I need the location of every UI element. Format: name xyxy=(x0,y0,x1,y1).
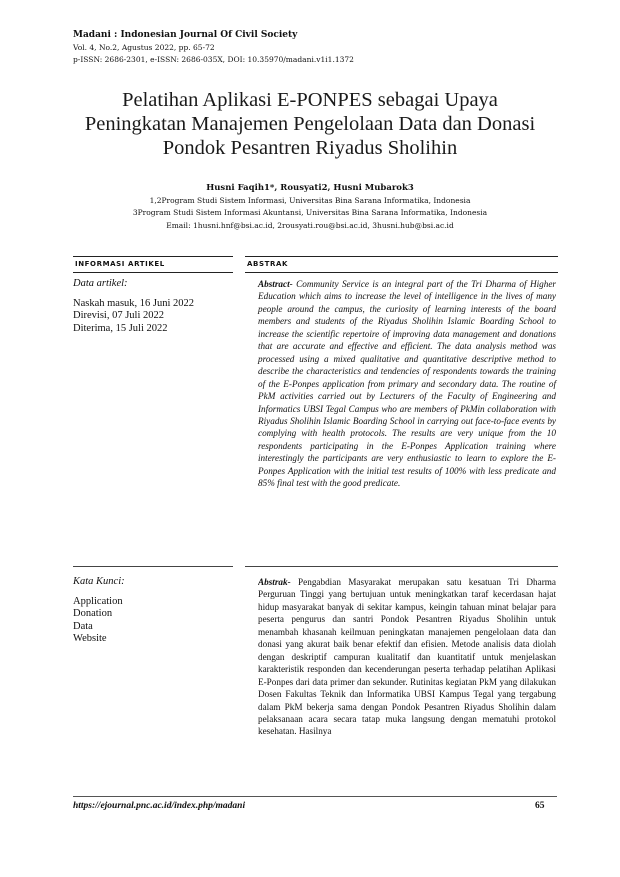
article-info-header xyxy=(73,256,233,273)
author-names: Husni Faqih1*, Rousyati2, Husni Mubarok3 xyxy=(206,183,414,193)
title-line-2: Peningkatan Manajemen Pengelolaan Data dan Donasi xyxy=(84,113,536,135)
journal-header xyxy=(73,29,553,67)
journal-name: Madani : Indonesian Journal Of Civil Society xyxy=(73,30,298,40)
received-date: Naskah masuk, 16 Juni 2022 xyxy=(73,297,195,309)
keywords-block xyxy=(73,576,238,646)
volume-line: Vol. 4, No.2, Agustus 2022, pp. 65-72 xyxy=(73,42,215,52)
affiliation-2: 3Program Studi Sistem Informasi Akuntansi, Universitas Bina Sarana Informatika, Indonesia xyxy=(132,208,488,217)
keyword-item: Website xyxy=(73,633,107,644)
revised-date: Direvisi, 07 Juli 2022 xyxy=(73,310,164,321)
keyword-item: Data xyxy=(73,620,93,632)
left-divider xyxy=(73,566,233,567)
issn-doi-line: p-ISSN: 2686-2301, e-ISSN: 2686-035X, DOI: 10.35970/madani.v1i1.1372 xyxy=(73,55,354,64)
right-divider xyxy=(245,566,558,567)
abstract-en-text: Community Service is an integral part of the Tri Dharma of Higher Education which aims to increase the level of intelligence in the lives of many people around the campus, the curiosity of learning interests of the board members and students of the Riyadus Sholihin Islamic Boarding School to increase the scientific repertoire of improving data management and donations that are accurate and effective and efficient. The data analysis method was processed using a mixed qualitative and quantitative descriptive method to describe the characteristics and tendencies of respondents towards the training of the E-Ponpes application from primary and secondary data. The routine of PkM activities carried out by Lecturers of the Faculty of Engineering and Informatics UBSI Tegal Campus who are members of PkMin collaboration with Riyadus Sholihin Islamic Boarding School in carrying out face-to-face events by complying with health protocols. The results are very unique from the 10 respondents participating in the E-Ponpes Application training where interestingly the participants are very enthusiastic to learn to explore the E-Ponpes Application with the initial test results of 100% with less predicate and 85% final test with the good predicate. xyxy=(258,279,556,489)
article-history xyxy=(73,278,238,335)
authors-block xyxy=(70,182,550,232)
author-emails: Email: 1husni.hnf@bsi.ac.id, 2rousyati.rou@bsi.ac.id, 3husni.hub@bsi.ac.id xyxy=(166,220,454,230)
abstract-header xyxy=(245,256,558,273)
accepted-date: Diterima, 15 Juli 2022 xyxy=(73,322,168,334)
paper-title xyxy=(60,88,560,160)
footer-journal-url[interactable]: https://ejournal.pnc.ac.id/index.php/madani xyxy=(73,801,246,811)
title-line-3: Pondok Pesantren Riyadus Sholihin xyxy=(162,137,458,159)
abstract-heading: ABSTRAK xyxy=(247,260,289,268)
keyword-item: Donation xyxy=(73,608,113,619)
footer-divider xyxy=(73,796,557,797)
affiliation-1: 1,2Program Studi Sistem Informasi, Universitas Bina Sarana Informatika, Indonesia xyxy=(149,195,471,205)
history-label: Data artikel: xyxy=(73,278,128,289)
abstract-id-label: Abstrak- xyxy=(258,577,291,587)
article-info-heading: INFORMASI ARTIKEL xyxy=(75,260,165,268)
keyword-item: Application xyxy=(73,595,123,607)
abstract-indonesian xyxy=(258,576,556,794)
keywords-label: Kata Kunci: xyxy=(73,576,125,587)
abstract-english xyxy=(258,278,556,490)
abstract-en-label: Abstract- xyxy=(258,279,293,289)
title-line-1: Pelatihan Aplikasi E-PONPES sebagai Upaya xyxy=(122,89,498,111)
abstract-id-text: Pengabdian Masyarakat merupakan satu kesatuan Tri Dharma Perguruan Tinggi yang bertujuan untuk meningkatkan taraf kecerdasan hajat hidup masyarakat banyak di sekitar kampus, keingin tahuan minat belajar para peserta pengurus dan santri Pondok Pesantren Riyadus Sholihin untuk menambah khasanah keilmuan peningkatan manajemen pengelolaan data dan donasi yang akurat baik benar efektif dan efisien. Metode analisis data diolah dengan deskriptif campuran kualitatif dan kuantitatif untuk menjelaskan karakteristik responden dan kecenderungan peserta terhadap pelatihan Aplikasi E-Ponpes dari data primer dan sekunder. Rutinitas kegiatan PkM yang dilakukan Dosen Fakultas Teknik dan Informatika UBSI Kampus Tegal yang tergabung dalam PkM bekerja sama dengan Pondok Pesantren Riyadus Sholihin dalam pelaksanaan acara secara tatap muka langsung dengan mematuhi protokol kesehatan. Hasilnya xyxy=(258,577,556,737)
page-number: 65 xyxy=(535,801,545,811)
